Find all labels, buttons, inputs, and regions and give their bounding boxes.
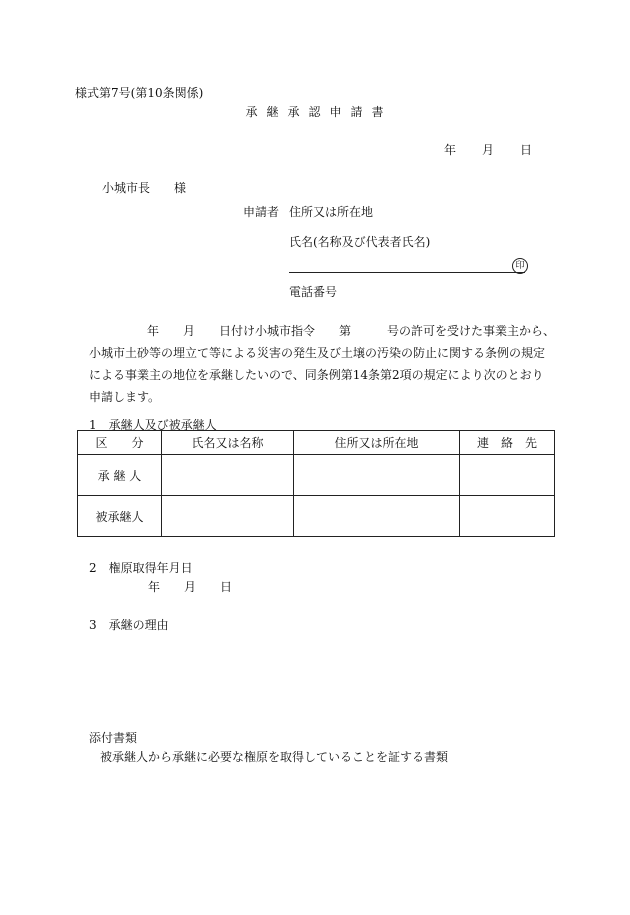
section1-heading: 1 承継人及び被承継人 <box>89 418 217 432</box>
acquisition-date: 年 月 日 <box>148 580 233 594</box>
table-row <box>78 496 555 537</box>
header-name: 氏名又は名称 <box>162 431 294 455</box>
table-row <box>78 455 555 496</box>
section2-heading: 2 権原取得年月日 <box>89 561 193 575</box>
statement-line-1: 年 月 日付け小城市指令 第 号の許可を受けた事業主から、 <box>147 324 556 338</box>
section3-heading: 3 承継の理由 <box>89 618 169 632</box>
header-category: 区 分 <box>78 431 162 455</box>
row-label-predecessor: 被承継人 <box>78 496 162 537</box>
predecessor-name-cell[interactable] <box>162 496 294 537</box>
applicant-label: 申請者 <box>243 205 280 219</box>
date-day: 日 <box>520 143 533 157</box>
seal-mark: 印 <box>512 258 528 274</box>
table-header-row <box>78 431 555 455</box>
date-year: 年 <box>444 143 457 157</box>
application-statement <box>89 320 555 408</box>
form-number: 様式第7号(第10条関係) <box>75 86 204 100</box>
successor-name-cell[interactable] <box>162 455 294 496</box>
row-label-successor: 承 継 人 <box>78 455 162 496</box>
successor-address-cell[interactable] <box>294 455 460 496</box>
applicant-phone-label: 電話番号 <box>289 285 338 299</box>
header-address: 住所又は所在地 <box>294 431 460 455</box>
applicant-address-label: 住所又は所在地 <box>289 205 374 219</box>
predecessor-address-cell[interactable] <box>294 496 460 537</box>
page-title: 承継承認申請書 <box>245 105 393 119</box>
attachments-label: 添付書類 <box>89 731 138 745</box>
predecessor-contact-cell[interactable] <box>460 496 555 537</box>
attachment-item: 被承継人から承継に必要な権原を取得していることを証する書類 <box>100 750 449 764</box>
addressee: 小城市長 様 <box>102 181 187 195</box>
successor-contact-cell[interactable] <box>460 455 555 496</box>
application-date <box>444 141 532 158</box>
header-contact: 連 絡 先 <box>460 431 555 455</box>
signature-line <box>289 272 525 273</box>
applicant-name-label: 氏名(名称及び代表者氏名) <box>289 235 431 249</box>
date-month: 月 <box>482 143 495 157</box>
statement-rest: 小城市土砂等の埋立て等による災害の発生及び土壌の汚染の防止に関する条例の規定による事業主の地位を承継したいので、同条例第14条第2項の規定により次のとおり申請します。 <box>89 346 546 404</box>
successor-table <box>77 430 555 537</box>
